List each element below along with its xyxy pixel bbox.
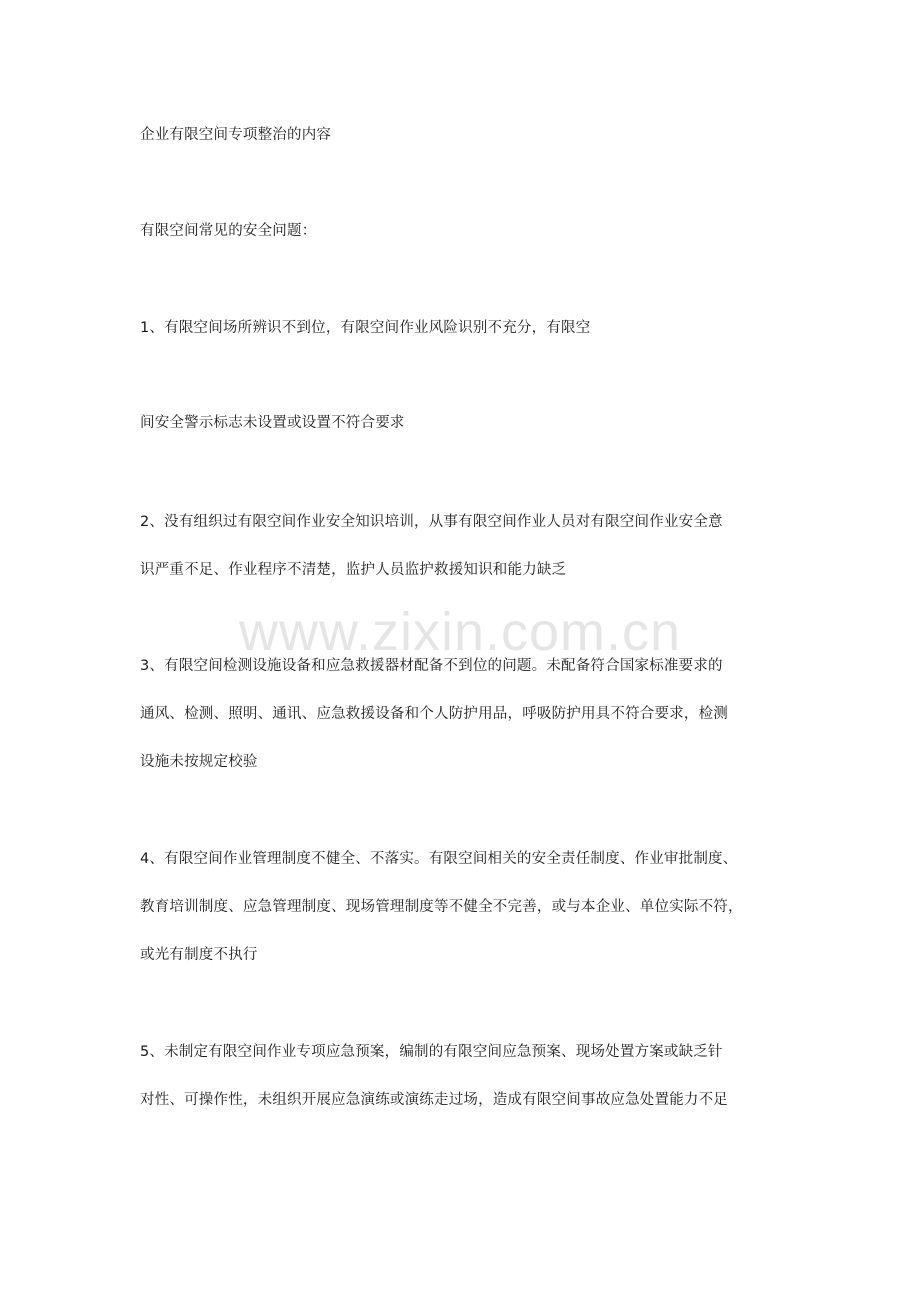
paragraph-line: 2、没有组织过有限空间作业安全知识培训，从事有限空间作业人员对有限空间作业安全意 [140,514,723,530]
section-heading: 有限空间常见的安全问题： [140,223,317,239]
paragraph-line: 3、有限空间检测设施设备和应急救援器材配备不到位的问题。未配备符合国家标准要求的 [140,658,723,674]
paragraph-line: 或光有制度不执行 [140,947,258,963]
paragraph-line: 5、未制定有限空间作业专项应急预案，编制的有限空间应急预案、现场处置方案或缺乏针 [140,1044,723,1060]
watermark: www.zixin.com.cn [238,602,682,662]
paragraph-line: 对性、可操作性，未组织开展应急演练或演练走过场，造成有限空间事故应急处置能力不足 [140,1092,728,1108]
paragraph-line: 4、有限空间作业管理制度不健全、不落实。有限空间相关的安全责任制度、作业审批制度、 [140,851,738,867]
paragraph-line: 设施未按规定校验 [140,754,258,770]
paragraph-line: 1、有限空间场所辨识不到位，有限空间作业风险识别不充分，有限空 [140,320,591,336]
paragraph-line: 教育培训制度、应急管理制度、现场管理制度等不健全不完善，或与本企业、单位实际不符， [140,899,743,915]
paragraph-line: 通风、检测、照明、通讯、应急救援设备和个人防护用品，呼吸防护用具不符合要求，检测 [140,706,728,722]
document-title: 企业有限空间专项整治的内容 [140,127,332,143]
paragraph-line: 间安全警示标志未设置或设置不符合要求 [140,415,405,431]
paragraph-line: 识严重不足、作业程序不清楚，监护人员监护救援知识和能力缺乏 [140,562,567,578]
